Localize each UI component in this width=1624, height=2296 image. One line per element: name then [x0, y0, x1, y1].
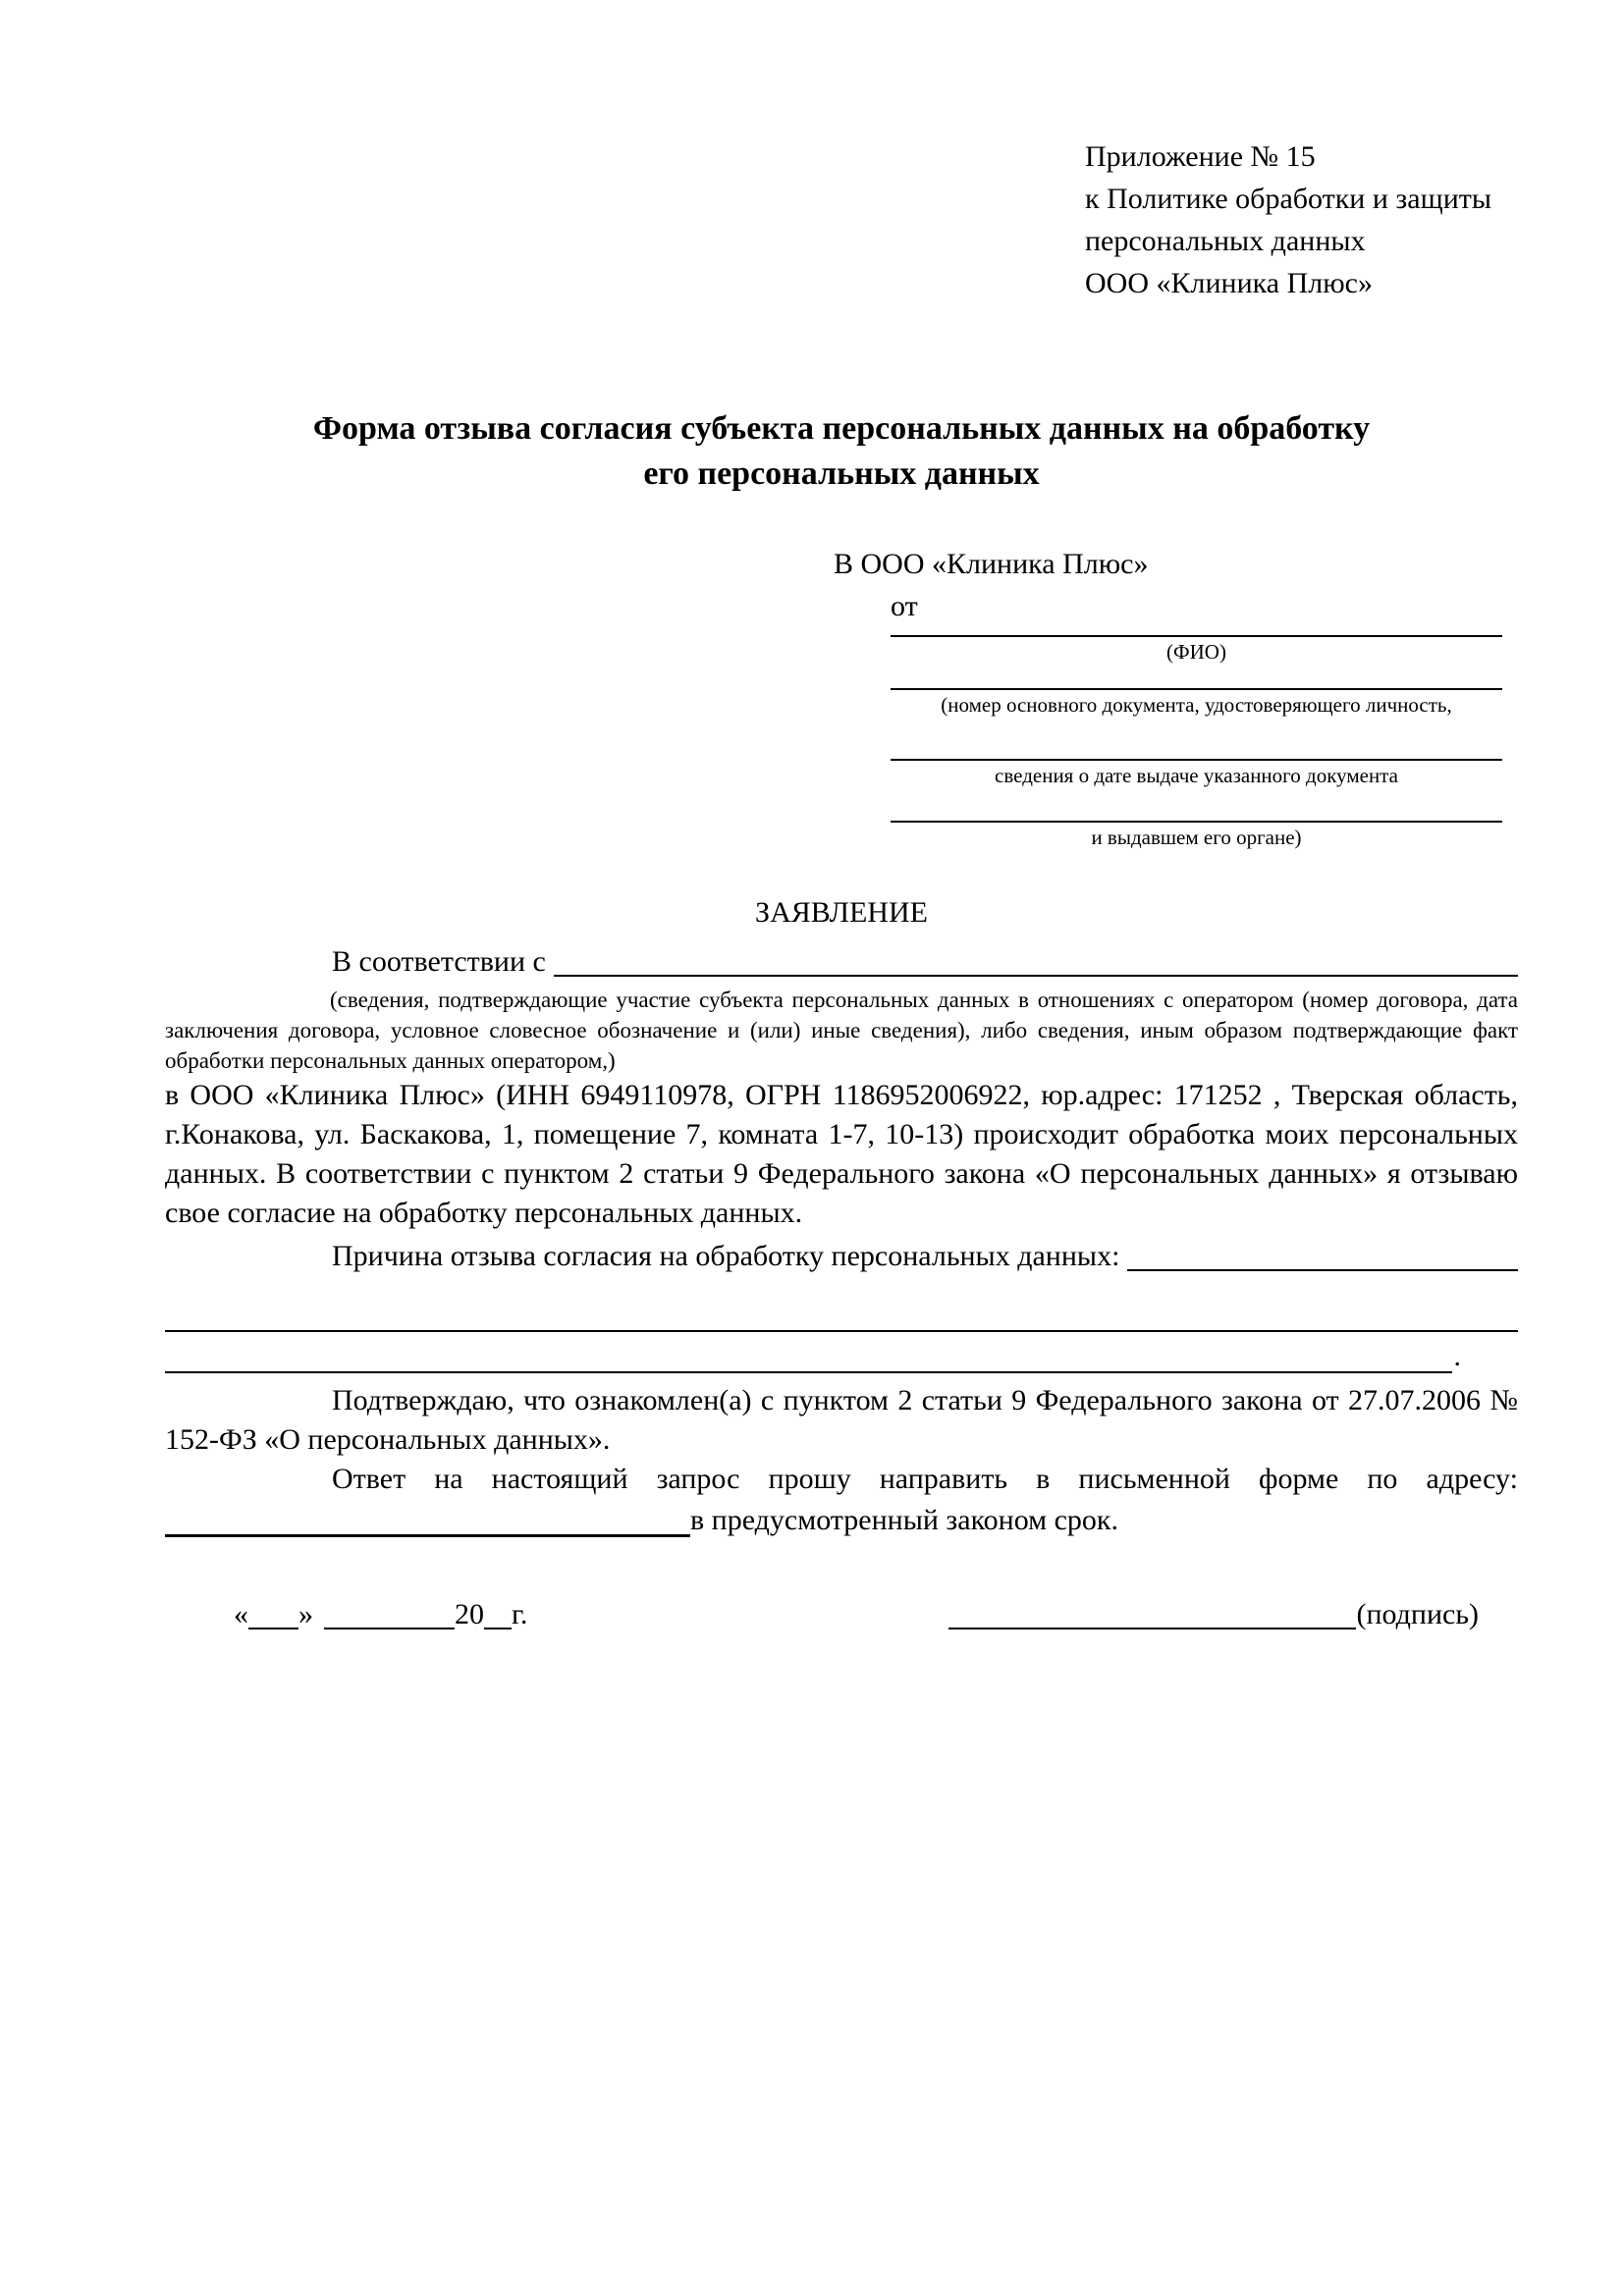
statement-body: в ООО «Клиника Плюс» (ИНН 6949110978, ОГРН 1186952006922, юр.адрес: 171252 , Тверская область, г.Конакова, ул. Баскакова, 1, помещение 7, комната 1-7, 10-13) происходит обработка моих персональных данных. В соответствии с пунктом 2 статьи 9 Федерального закона «О персональных данных» я отзываю свое согласие на обработку персональных данных.	[165, 1079, 1518, 1229]
doc-issue-date-field	[891, 718, 1502, 788]
form-title-line: Форма отзыва согласия субъекта персональных данных на обработку	[312, 410, 1371, 447]
accordance-prefix: В соответствии с	[332, 945, 546, 978]
date-century: 20	[455, 1598, 484, 1630]
reason-row	[165, 1235, 1518, 1277]
appendix-line: ООО «Клиника Плюс»	[1085, 267, 1373, 299]
doc-number-caption: (номер основного документа, удостоверяющего личность,	[941, 693, 1452, 717]
fio-field	[891, 627, 1502, 665]
statement-heading: ЗАЯВЛЕНИЕ	[755, 896, 928, 929]
date-close-quote: »	[298, 1598, 313, 1630]
addressee-from-label: от	[891, 590, 918, 622]
reason-continuation-line-2	[165, 1332, 1518, 1377]
reply-address-row	[165, 1499, 1518, 1542]
signature-caption: (подпись)	[1356, 1598, 1479, 1630]
doc-issuer-blank-line	[891, 788, 1502, 823]
fio-blank-line	[891, 627, 1502, 637]
date-day-blank-line	[248, 1593, 298, 1629]
date-open-quote: «	[234, 1598, 248, 1630]
fio-caption: (ФИО)	[1166, 640, 1226, 664]
date-month-blank-line	[324, 1593, 455, 1629]
appendix-header	[1085, 135, 1518, 304]
doc-issue-date-caption: сведения о дате выдаче указанного документа	[995, 764, 1398, 787]
appendix-line: Приложение № 15	[1085, 140, 1316, 173]
doc-issuer-caption: и выдавшем его органе)	[1091, 826, 1302, 849]
confirmation-paragraph: Подтверждаю, что ознакомлен(а) с пунктом 2 статьи 9 Федерального закона от 27.07.2006 № 152-ФЗ «О персональных данных».	[165, 1384, 1518, 1456]
signature-group	[948, 1593, 1479, 1635]
signature-row	[165, 1593, 1518, 1635]
reply-request-line: Ответ на настоящий запрос прошу направить в письменной форме по адресу:	[332, 1463, 1518, 1495]
date-year-blank-line	[484, 1593, 512, 1629]
doc-number-blank-line	[891, 665, 1502, 690]
date-year-suffix: г.	[512, 1598, 528, 1630]
signature-blank-line	[948, 1593, 1356, 1629]
reason-blank-line	[1127, 1235, 1518, 1271]
reply-address-blank-line	[165, 1499, 690, 1537]
accordance-blank-line	[554, 940, 1518, 977]
doc-issuer-field	[891, 788, 1502, 850]
addressee-block	[834, 543, 1502, 850]
reason-terminator: .	[1453, 1340, 1461, 1372]
appendix-line: к Политике обработки и защиты	[1085, 183, 1492, 215]
reason-continuation-blank	[165, 1332, 1452, 1373]
doc-issue-date-blank-line	[891, 718, 1502, 761]
accordance-footnote: (сведения, подтверждающие участие субъекта персональных данных в отношениях с оператором (номер договора, дата заключения договора, условное словесное обозначение и (или) иные сведения), либо сведения, иным образом подтверждающие факт обработки персональных данных оператором,)	[165, 988, 1518, 1073]
doc-number-field	[891, 665, 1502, 718]
form-title	[165, 406, 1518, 497]
addressee-organization: В ООО «Клиника Плюс»	[834, 548, 1149, 580]
reply-suffix: в предусмотренный законом срок.	[690, 1504, 1118, 1536]
appendix-line: персональных данных	[1085, 225, 1366, 257]
date-group	[234, 1593, 527, 1635]
reason-continuation-line-1	[165, 1291, 1518, 1332]
accordance-row	[165, 940, 1518, 983]
form-title-line: его персональных данных	[643, 455, 1040, 492]
reason-prefix: Причина отзыва согласия на обработку персональных данных:	[332, 1240, 1120, 1272]
